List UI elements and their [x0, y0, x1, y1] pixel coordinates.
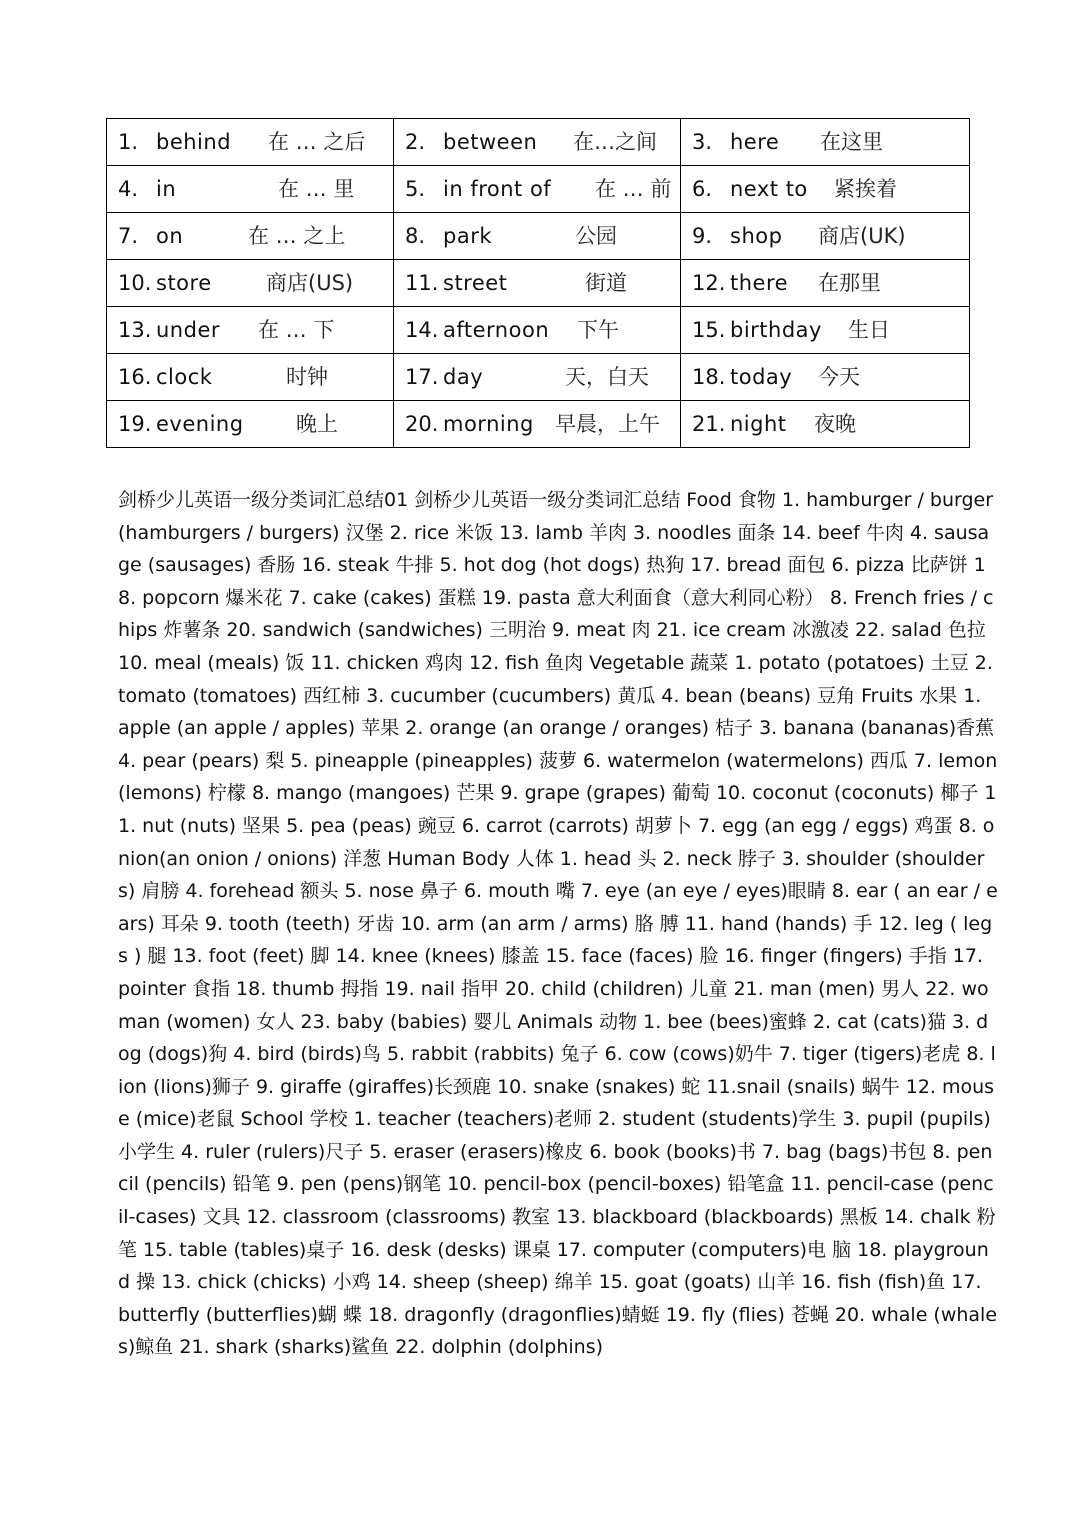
entry-chinese-meaning: 在 … 下	[258, 318, 335, 342]
vocab-entry	[405, 401, 680, 447]
vocab-cell	[394, 307, 681, 354]
entry-chinese-meaning: 公园	[575, 224, 617, 248]
entry-chinese-meaning: 在…之间	[573, 130, 657, 154]
entry-english-word: clock	[156, 365, 213, 389]
vocab-entry	[692, 354, 969, 400]
entry-english-word: park	[443, 224, 492, 248]
entry-chinese-meaning: 晚上	[296, 412, 338, 436]
entry-number: 20.	[405, 412, 439, 436]
entry-number: 8.	[405, 224, 426, 248]
entry-chinese-meaning: 生日	[848, 318, 890, 342]
vocab-entry	[118, 401, 393, 447]
vocabulary-table-body	[107, 119, 970, 448]
vocab-cell	[394, 401, 681, 448]
vocab-cell	[681, 260, 970, 307]
vocabulary-table	[106, 118, 970, 448]
entry-chinese-meaning: 紧挨着	[834, 177, 897, 201]
vocab-entry	[692, 401, 969, 447]
entry-chinese-meaning: 下午	[577, 318, 619, 342]
vocab-entry	[692, 260, 969, 306]
vocab-cell	[681, 354, 970, 401]
vocab-cell	[681, 307, 970, 354]
entry-english-word: here	[730, 130, 780, 154]
table-row	[107, 354, 970, 401]
table-row	[107, 307, 970, 354]
entry-english-word: in front of	[443, 177, 552, 201]
table-row	[107, 260, 970, 307]
vocab-entry	[118, 119, 393, 165]
entry-english-word: street	[443, 271, 508, 295]
vocab-entry	[405, 307, 680, 353]
entry-chinese-meaning: 街道	[585, 271, 627, 295]
entry-number: 4.	[118, 177, 139, 201]
entry-chinese-meaning: 在那里	[818, 271, 881, 295]
vocab-entry	[118, 213, 393, 259]
entry-chinese-meaning: 早晨，上午	[555, 412, 660, 436]
vocab-entry	[118, 260, 393, 306]
vocab-entry	[692, 213, 969, 259]
entry-number: 6.	[692, 177, 713, 201]
entry-english-word: today	[730, 365, 793, 389]
vocab-cell	[394, 354, 681, 401]
vocab-cell	[107, 307, 394, 354]
entry-english-word: under	[156, 318, 221, 342]
vocab-entry	[405, 213, 680, 259]
vocab-entry	[692, 307, 969, 353]
vocab-cell	[394, 166, 681, 213]
entry-english-word: next to	[730, 177, 808, 201]
vocab-cell	[681, 213, 970, 260]
entry-number: 11.	[405, 271, 439, 295]
entry-english-word: shop	[730, 224, 783, 248]
table-row	[107, 213, 970, 260]
entry-english-word: evening	[156, 412, 244, 436]
entry-english-word: there	[730, 271, 789, 295]
entry-number: 18.	[692, 365, 726, 389]
vocab-cell	[681, 166, 970, 213]
entry-english-word: between	[443, 130, 538, 154]
vocab-cell	[394, 260, 681, 307]
entry-number: 15.	[692, 318, 726, 342]
entry-english-word: day	[443, 365, 484, 389]
vocab-cell	[107, 401, 394, 448]
entry-chinese-meaning: 夜晚	[814, 412, 856, 436]
vocab-cell	[681, 119, 970, 166]
vocab-entry	[405, 260, 680, 306]
entry-english-word: birthday	[730, 318, 822, 342]
vocab-cell	[107, 213, 394, 260]
entry-number: 12.	[692, 271, 726, 295]
vocab-cell	[394, 213, 681, 260]
vocab-cell	[107, 354, 394, 401]
entry-chinese-meaning: 在 … 之后	[268, 130, 366, 154]
entry-chinese-meaning: 天，白天	[565, 365, 649, 389]
entry-english-word: in	[156, 177, 177, 201]
vocab-entry	[118, 354, 393, 400]
entry-chinese-meaning: 在 … 前	[595, 177, 672, 201]
entry-number: 13.	[118, 318, 152, 342]
entry-chinese-meaning: 商店(US)	[266, 271, 354, 295]
entry-number: 21.	[692, 412, 726, 436]
entry-english-word: on	[156, 224, 184, 248]
entry-chinese-meaning: 在这里	[820, 130, 883, 154]
entry-chinese-meaning: 时钟	[286, 365, 328, 389]
entry-chinese-meaning: 在 … 里	[278, 177, 355, 201]
entry-english-word: behind	[156, 130, 232, 154]
entry-number: 2.	[405, 130, 426, 154]
vocab-entry	[118, 307, 393, 353]
entry-english-word: morning	[443, 412, 534, 436]
vocab-entry	[692, 119, 969, 165]
vocab-entry	[405, 166, 680, 212]
entry-number: 7.	[118, 224, 139, 248]
vocab-cell	[107, 166, 394, 213]
entry-english-word: store	[156, 271, 212, 295]
vocab-cell	[681, 401, 970, 448]
vocab-entry	[405, 354, 680, 400]
vocab-entry	[118, 166, 393, 212]
vocab-entry	[692, 166, 969, 212]
table-row	[107, 119, 970, 166]
entry-number: 19.	[118, 412, 152, 436]
entry-chinese-meaning: 商店(UK)	[818, 224, 906, 248]
entry-number: 3.	[692, 130, 713, 154]
entry-english-word: night	[730, 412, 787, 436]
entry-number: 1.	[118, 130, 139, 154]
entry-number: 5.	[405, 177, 426, 201]
vocab-cell	[107, 260, 394, 307]
vocab-cell	[107, 119, 394, 166]
vocab-entry	[405, 119, 680, 165]
entry-number: 9.	[692, 224, 713, 248]
vocab-cell	[394, 119, 681, 166]
entry-chinese-meaning: 今天	[818, 365, 860, 389]
table-row	[107, 166, 970, 213]
vocabulary-summary-paragraph: 剑桥少儿英语一级分类词汇总结01 剑桥少儿英语一级分类词汇总结 Food 食物 1. hamburger / burger (hamburgers / burgers) 汉堡 2. rice 米饭 13. lamb 羊肉 3. noodles 面条 14. beef 牛肉 4. sausage (sausages) 香肠 16. steak 牛排 5. hot dog (hot dogs) 热狗 17. bread 面包 6. pizza 比萨饼 18. popcorn 爆米花 7. cake (cakes) 蛋糕 19. pasta 意大利面食（意大利同心粉） 8. French fries / chips 炸薯条 20. sandwich (sandwiches) 三明治 9. meat 肉 21. ice cream 冰激凌 22. salad 色拉 10. meal (meals) 饭 11. chicken 鸡肉 12. fish 鱼肉 Vegetable 蔬菜 1. potato (potatoes) 土豆 2. tomato (tomatoes) 西红柿 3. cucumber (cucumbers) 黄瓜 4. bean (beans) 豆角 Fruits 水果 1. apple (an apple / apples) 苹果 2. orange (an orange / oranges) 桔子 3. banana (bananas)香蕉 4. pear (pears) 梨 5. pineapple (pineapples) 菠萝 6. watermelon (watermelons) 西瓜 7. lemon (lemons) 柠檬 8. mango (mangoes) 芒果 9. grape (grapes) 葡萄 10. coconut (coconuts) 椰子 11. nut (nuts) 坚果 5. pea (peas) 豌豆 6. carrot (carrots) 胡萝卜 7. egg (an egg / eggs) 鸡蛋 8. onion(an onion / onions) 洋葱 Human Body 人体 1. head 头 2. neck 脖子 3. shoulder (shoulders) 肩膀 4. forehead 额头 5. nose 鼻子 6. mouth 嘴 7. eye (an eye / eyes)眼睛 8. ear ( an ear / ears) 耳朵 9. tooth (teeth) 牙齿 10. arm (an arm / arms) 胳 膊 11. hand (hands) 手 12. leg ( legs ) 腿 13. foot (feet) 脚 14. knee (knees) 膝盖 15. face (faces) 脸 16. finger (fingers) 手指 17. pointer 食指 18. thumb 拇指 19. nail 指甲 20. child (children) 儿童 21. man (men) 男人 22. woman (women) 女人 23. baby (babies) 婴儿 Animals 动物 1. bee (bees)蜜蜂 2. cat (cats)猫 3. dog (dogs)狗 4. bird (birds)鸟 5. rabbit (rabbits) 兔子 6. cow (cows)奶牛 7. tiger (tigers)老虎 8. lion (lions)狮子 9. giraffe (giraffes)长颈鹿 10. snake (snakes) 蛇 11.snail (snails) 蜗牛 12. mouse (mice)老鼠 School 学校 1. teacher (teachers)老师 2. student (students)学生 3. pupil (pupils)小学生 4. ruler (rulers)尺子 5. eraser (erasers)橡皮 6. book (books)书 7. bag (bags)书包 8. pencil (pencils) 铅笔 9. pen (pens)钢笔 10. pencil-box (pencil-boxes) 铅笔盒 11. pencil-case (pencil-cases) 文具 12. classroom (classrooms) 教室 13. blackboard (blackboards) 黑板 14. chalk 粉笔 15. table (tables)桌子 16. desk (desks) 课桌 17. computer (computers)电 脑 18. playground 操 13. chick (chicks) 小鸡 14. sheep (sheep) 绵羊 15. goat (goats) 山羊 16. fish (fish)鱼 17. butterfly (butterflies)蝴 蝶 18. dragonfly (dragonflies)蜻蜓 19. fly (flies) 苍蝇 20. whale (whales)鲸鱼 21. shark (sharks)鲨鱼 22. dolphin (dolphins)	[118, 489, 998, 1359]
entry-number: 17.	[405, 365, 439, 389]
entry-number: 10.	[118, 271, 152, 295]
table-row	[107, 401, 970, 448]
entry-number: 16.	[118, 365, 152, 389]
entry-english-word: afternoon	[443, 318, 550, 342]
entry-number: 14.	[405, 318, 439, 342]
entry-chinese-meaning: 在 … 之上	[248, 224, 346, 248]
